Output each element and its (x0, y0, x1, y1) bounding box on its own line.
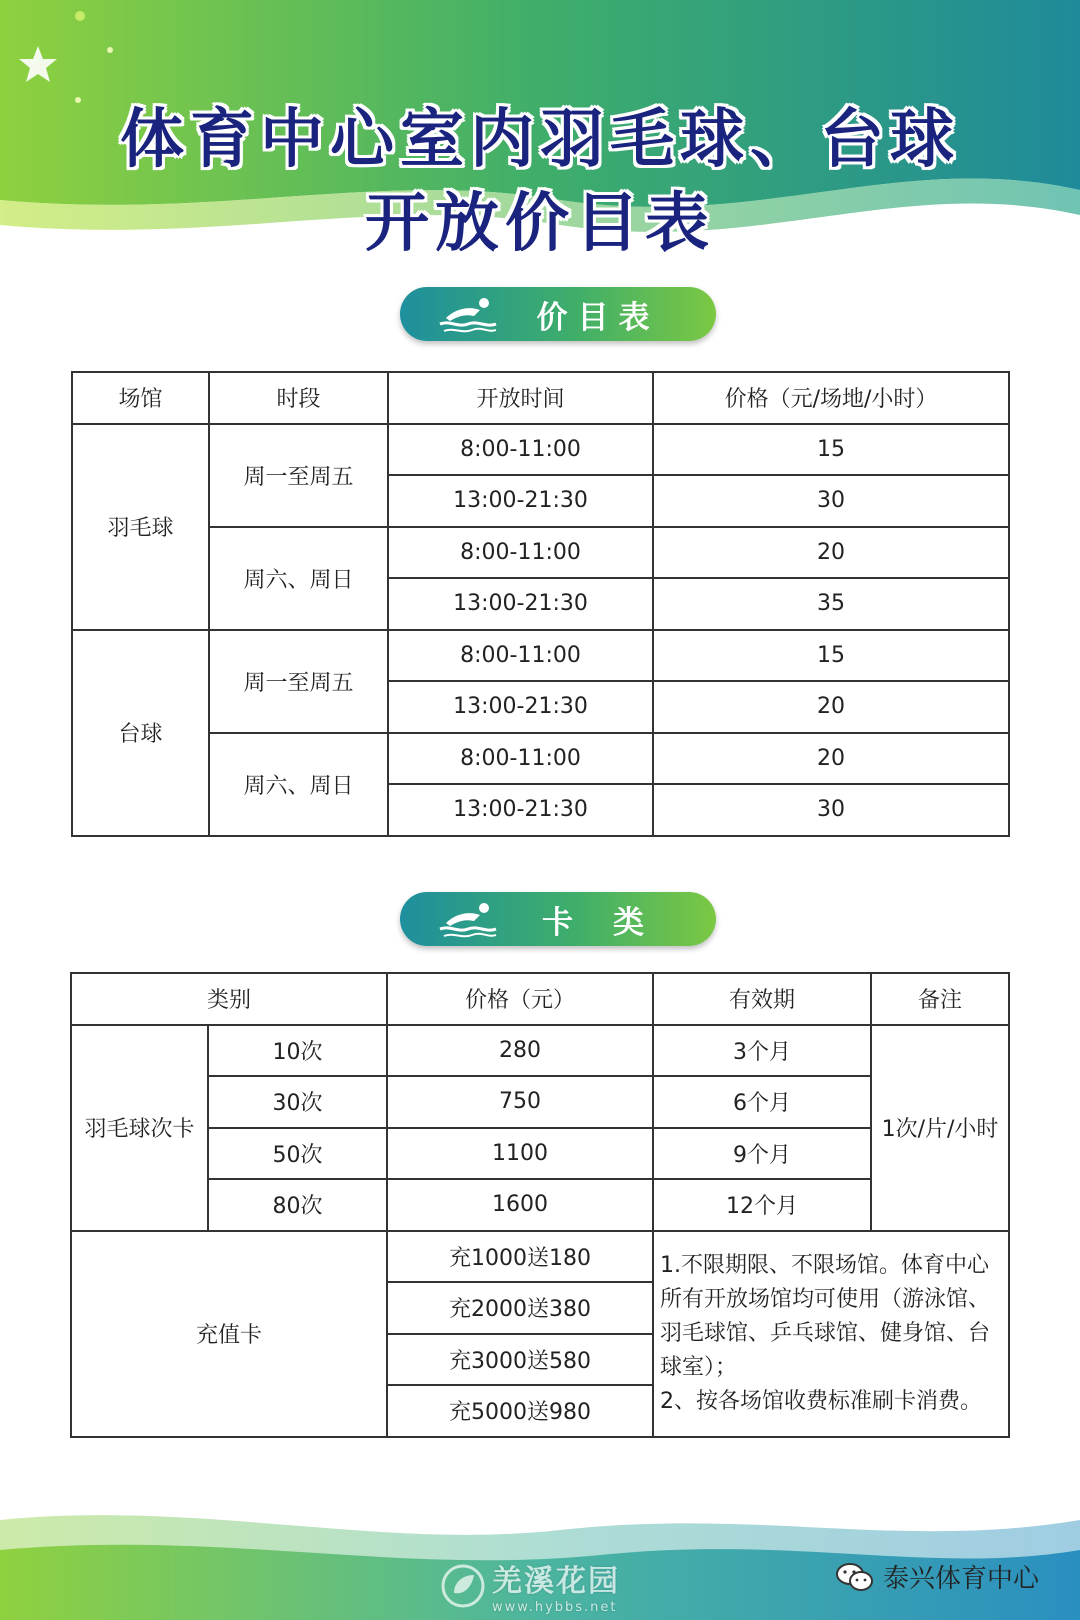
venue-billiards: 台球 (72, 630, 209, 836)
table-row (71, 1231, 1009, 1283)
table-header-row (71, 973, 1009, 1025)
note-line2: 2、按各场馆收费标准刷卡消费。 (660, 1388, 983, 1414)
card-table (70, 972, 1010, 1438)
table-row (71, 1025, 1009, 1077)
footer-brand (835, 1558, 1039, 1595)
price-cell: 30 (653, 475, 1009, 527)
table-row (72, 630, 1009, 682)
swimmer-icon (436, 899, 500, 941)
table-row (72, 733, 1009, 785)
count-cell: 30次 (208, 1076, 387, 1128)
table-row (71, 1128, 1009, 1180)
price-cell: 30 (653, 784, 1009, 836)
price-cell: 15 (653, 424, 1009, 476)
topup-option: 充1000送180 (387, 1231, 653, 1283)
price-cell: 20 (653, 681, 1009, 733)
venue-badminton: 羽毛球 (72, 424, 209, 630)
star-icon (18, 44, 58, 84)
card-price-cell: 280 (387, 1025, 653, 1077)
header-validity: 有效期 (653, 973, 871, 1025)
count-cell: 50次 (208, 1128, 387, 1180)
price-cell: 20 (653, 733, 1009, 785)
stored-card-notes (653, 1231, 1009, 1437)
section-label: 卡类 (542, 904, 684, 941)
count-card-name: 羽毛球次卡 (71, 1025, 208, 1231)
table-row (72, 527, 1009, 579)
page-title-line1: 体育中心室内羽毛球、台球 (120, 103, 960, 177)
time-cell: 13:00-21:30 (388, 681, 653, 733)
count-cell: 80次 (208, 1179, 387, 1231)
time-cell: 13:00-21:30 (388, 475, 653, 527)
table-row (72, 424, 1009, 476)
header-period: 时段 (209, 372, 388, 424)
swimmer-icon (436, 294, 500, 336)
header-price: 价格（元/场地/小时） (653, 372, 1009, 424)
time-cell: 8:00-11:00 (388, 424, 653, 476)
header-card-price: 价格（元） (387, 973, 653, 1025)
header-venue: 场馆 (72, 372, 209, 424)
time-cell: 13:00-21:30 (388, 578, 653, 630)
card-price-cell: 1100 (387, 1128, 653, 1180)
header-category: 类别 (71, 973, 387, 1025)
wechat-icon (835, 1562, 875, 1592)
table-header-row (72, 372, 1009, 424)
price-table (71, 371, 1010, 837)
price-cell: 15 (653, 630, 1009, 682)
section-header-card-types (400, 892, 716, 946)
time-cell: 13:00-21:30 (388, 784, 653, 836)
topup-option: 充3000送580 (387, 1334, 653, 1386)
card-price-cell: 750 (387, 1076, 653, 1128)
topup-option: 充5000送980 (387, 1385, 653, 1437)
count-cell: 10次 (208, 1025, 387, 1077)
watermark-name: 羌溪花园 (492, 1564, 620, 1599)
watermark-url: www.hybbs.net (492, 1600, 618, 1615)
time-cell: 8:00-11:00 (388, 630, 653, 682)
header-time: 开放时间 (388, 372, 653, 424)
table-row (71, 1076, 1009, 1128)
section-header-price-list (400, 287, 716, 341)
brand-name: 泰兴体育中心 (883, 1564, 1040, 1594)
remark-cell: 1次/片/小时 (871, 1025, 1009, 1231)
section-label: 价目表 (536, 299, 660, 336)
period-weekday: 周一至周五 (209, 630, 388, 733)
validity-cell: 12个月 (653, 1179, 871, 1231)
note-line1: 1.不限期限、不限场馆。体育中心所有开放场馆均可使用（游泳馆、羽毛球馆、乒乓球馆、健身馆、台球室）； (660, 1252, 991, 1380)
price-cell: 35 (653, 578, 1009, 630)
price-cell: 20 (653, 527, 1009, 579)
leaf-logo-icon (440, 1563, 486, 1609)
time-cell: 8:00-11:00 (388, 527, 653, 579)
stored-card-name: 充值卡 (71, 1231, 387, 1437)
topup-option: 充2000送380 (387, 1282, 653, 1334)
validity-cell: 3个月 (653, 1025, 871, 1077)
page-title-line2: 开放价目表 (365, 187, 715, 261)
validity-cell: 6个月 (653, 1076, 871, 1128)
period-weekend: 周六、周日 (209, 733, 388, 836)
period-weekday: 周一至周五 (209, 424, 388, 527)
card-price-cell: 1600 (387, 1179, 653, 1231)
table-row (71, 1179, 1009, 1231)
header-remark: 备注 (871, 973, 1009, 1025)
watermark (440, 1556, 620, 1615)
period-weekend: 周六、周日 (209, 527, 388, 630)
validity-cell: 9个月 (653, 1128, 871, 1180)
time-cell: 8:00-11:00 (388, 733, 653, 785)
